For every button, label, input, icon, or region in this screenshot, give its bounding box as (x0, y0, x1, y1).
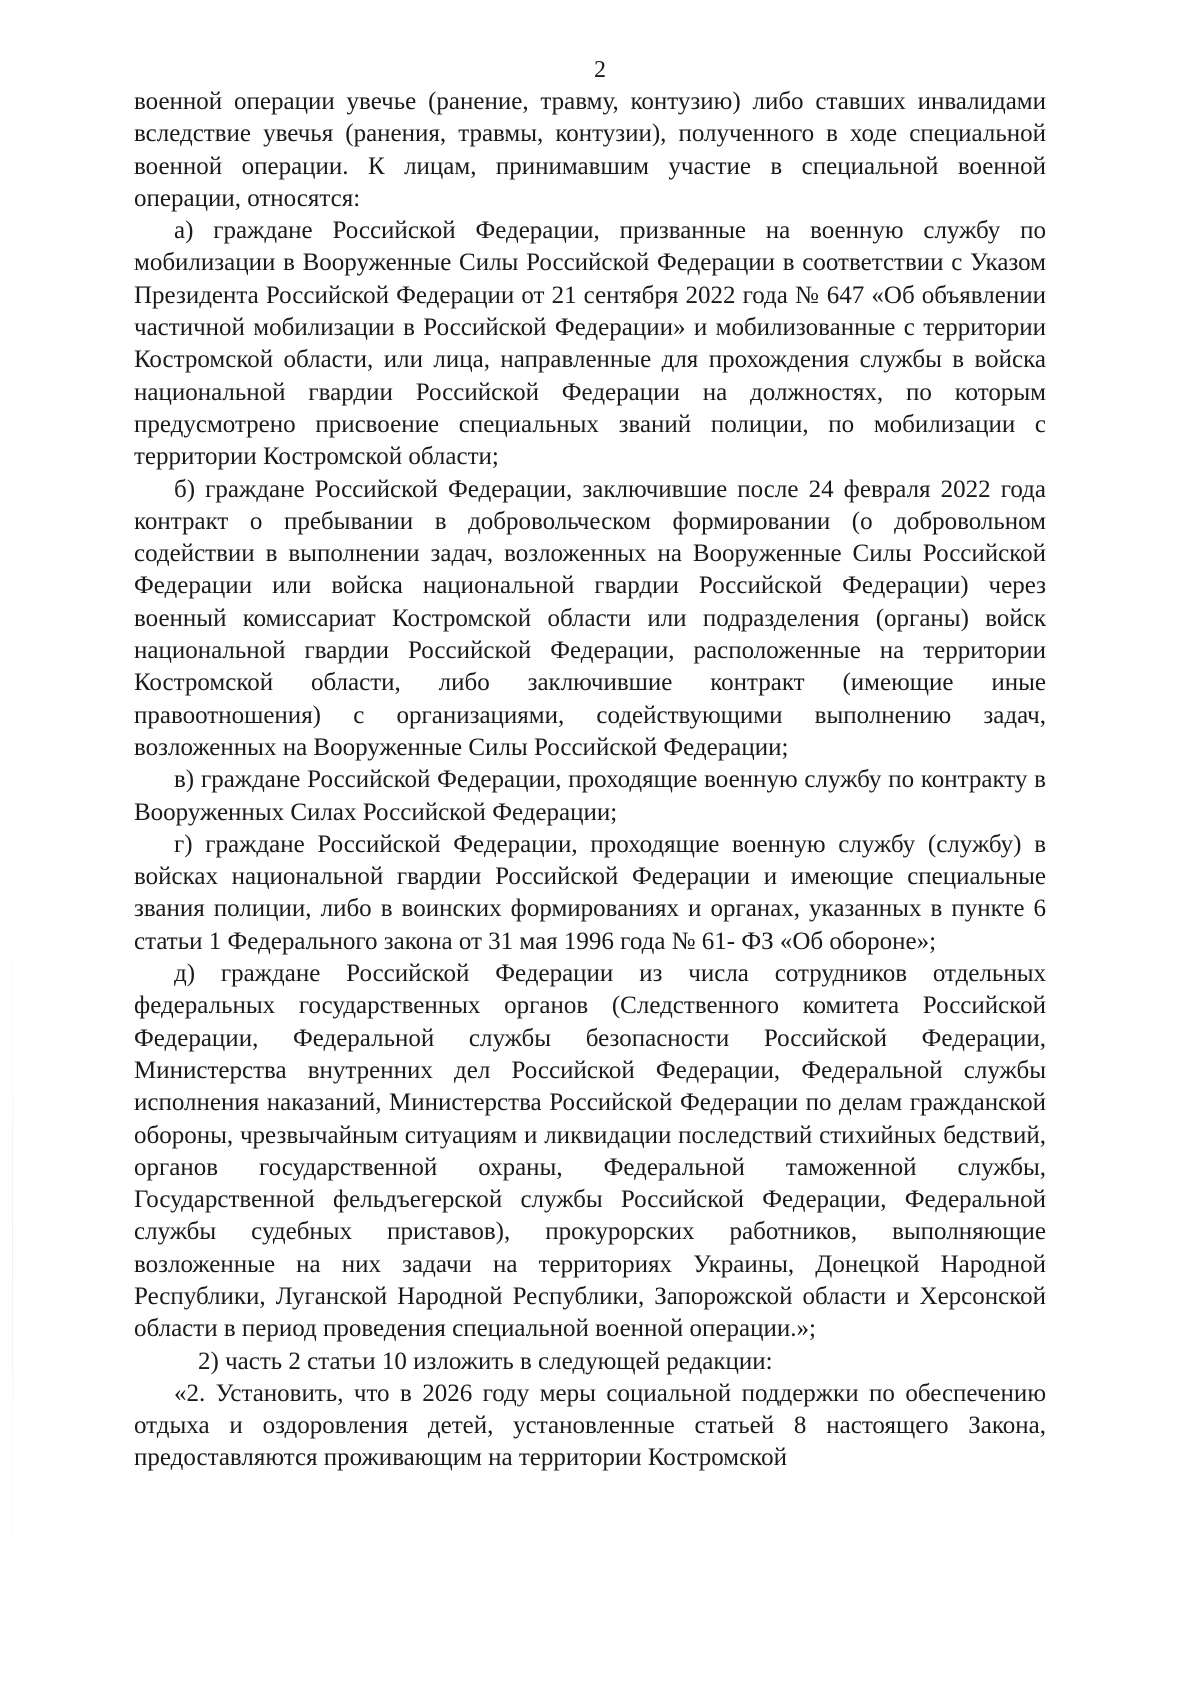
document-body (134, 86, 1046, 1475)
paragraph-item-v: в) граждане Российской Федерации, проходящие военную службу по контракту в Вооруженных Силах Российской Федерации; (134, 766, 1046, 826)
paragraph-item-a: а) граждане Российской Федерации, призванные на военную службу по мобилизации в Вооруженные Силы Российской Федерации в соответствии с Указом Президента Российской Федерации от 21 сентября 2022 года № 647 «Об объявлении частичной мобилизации в Российской Федерации» и мобилизованные с территории Костромской области, или лица, направленные для прохождения службы в войска национальной гвардии Российской Федерации на должностях, по которым предусмотрено присвоение специальных званий полиции, по мобилизации с территории Костромской области; (134, 217, 1046, 471)
paragraph-item-d: д) граждане Российской Федерации из числа сотрудников отдельных федеральных государственных органов (Следственного комитета Российской Федерации, Федеральной службы безопасности Российской Федерации, Министерства внутренних дел Российской Федерации, Федеральной службы исполнения наказаний, Министерства Российской Федерации по делам гражданской обороны, чрезвычайным ситуациям и ликвидации последствий стихийных бедствий, органов государственной охраны, Федеральной таможенной службы, Государственной фельдъегерской службы Российской Федерации, Федеральной службы судебных приставов), прокурорских работников, выполняющие возложенные на них задачи на территориях Украины, Донецкой Народной Республики, Луганской Народной Республики, Запорожской области и Херсонской области в период проведения специальной военной операции.»; (134, 960, 1046, 1343)
paragraph-point-2: 2) часть 2 статьи 10 изложить в следующей редакции: (198, 1347, 773, 1375)
page-number: 2 (594, 57, 606, 83)
scan-artifact (12, 900, 13, 1600)
paragraph-intro: военной операции увечье (ранение, травму, контузию) либо ставших инвалидами вследствие увечья (ранения, травмы, контузии), полученного в ходе специальной военной операции. К лицам, принимавшим участие в специальной военной операции, относятся: (134, 88, 1046, 212)
paragraph-item-b: б) граждане Российской Федерации, заключившие после 24 февраля 2022 года контракт о пребывании в добровольческом формировании (о добровольном содействии в выполнении задач, возложенных на Вооруженные Силы Российской Федерации или войска национальной гвардии Российской Федерации) через военный комиссариат Костромской области или подразделения (органы) войск национальной гвардии Российской Федерации, расположенные на территории Костромской области, либо заключившие контракт (имеющие иные правоотношения) с организациями, содействующими выполнению задач, возложенных на Вооруженные Силы Российской Федерации; (134, 475, 1046, 761)
paragraph-part-2-text: «2. Установить, что в 2026 году меры социальной поддержки по обеспечению отдыха и оздоровления детей, установленные статьей 8 настоящего Закона, предоставляются проживающим на территории Костромской (134, 1379, 1046, 1472)
paragraph-item-g: г) граждане Российской Федерации, проходящие военную службу (службу) в войсках национальной гвардии Российской Федерации и имеющие специальные звания полиции, либо в воинских формированиях и органах, указанных в пункте 6 статьи 1 Федерального закона от 31 мая 1996 года № 61- ФЗ «Об обороне»; (134, 830, 1046, 955)
